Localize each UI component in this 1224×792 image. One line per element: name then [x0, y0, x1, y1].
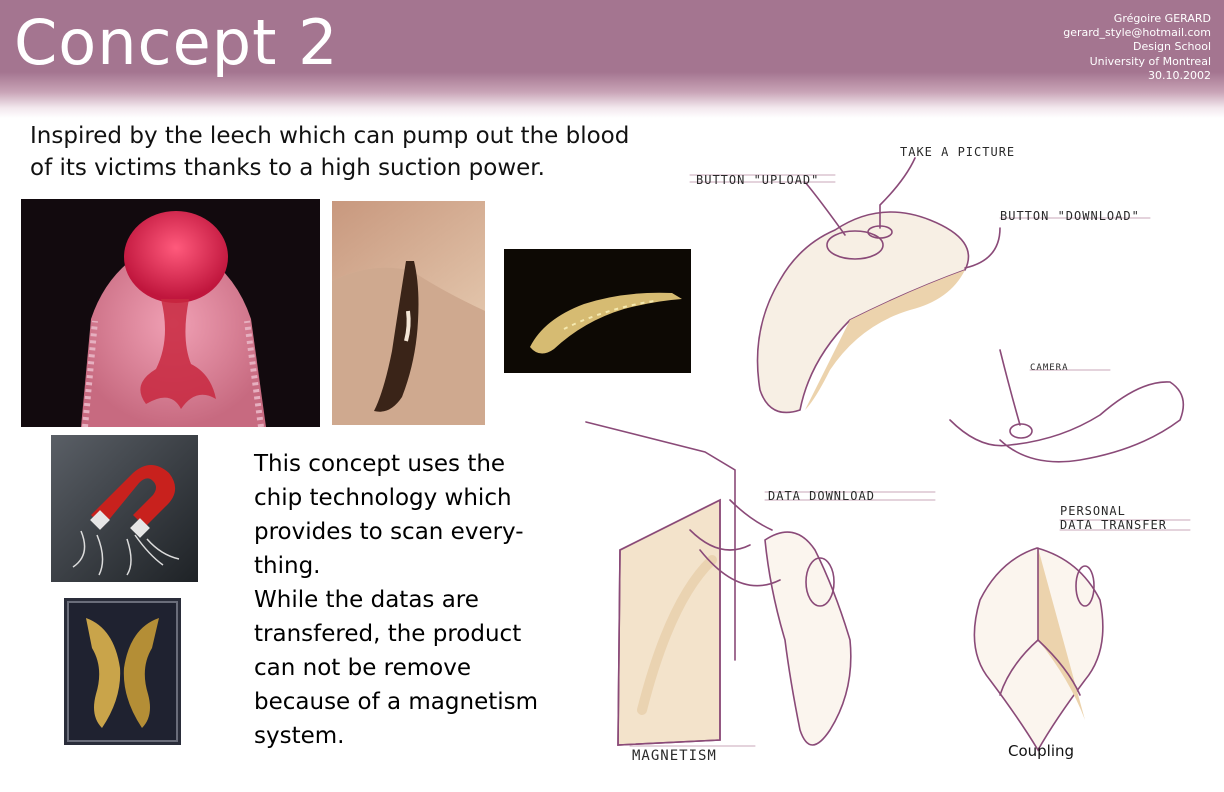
camera-sketch — [950, 382, 1183, 462]
description-line: This concept uses the — [254, 451, 506, 477]
description-line: transfered, the product — [254, 621, 522, 647]
label-take-picture: TAKE A PICTURE — [900, 145, 1016, 159]
author-name: Grégoire GERARD — [1113, 12, 1211, 25]
label-personal: PERSONAL — [1060, 504, 1126, 518]
product-sketches — [580, 120, 1220, 780]
concept-description — [254, 447, 574, 753]
description-line: While the datas are — [254, 587, 479, 613]
coupled-creatures-photo — [64, 598, 181, 745]
intro-line: Inspired by the leech which can pump out the blood — [30, 123, 630, 149]
header-banner — [0, 0, 1224, 118]
label-data-download: DATA DOWNLOAD — [768, 489, 875, 503]
date: 30.10.2002 — [1148, 68, 1211, 82]
school-name: Design School — [1133, 40, 1211, 54]
label-coupling: Coupling — [1008, 742, 1075, 760]
leech-head-photo — [21, 199, 320, 427]
download-device-sketch — [765, 532, 851, 745]
description-line: system. — [254, 723, 345, 749]
description-line: because of a magnetism — [254, 689, 539, 715]
university-name: University of Montreal — [1089, 54, 1211, 68]
author-credits — [1063, 12, 1211, 83]
description-line: provides to scan every- — [254, 519, 524, 545]
page-title: Concept 2 — [14, 6, 339, 79]
magnet-photo — [51, 435, 198, 582]
label-button-upload: BUTTON "UPLOAD" — [696, 173, 820, 187]
leech-on-skin-photo — [332, 201, 485, 425]
description-line: thing. — [254, 553, 321, 579]
description-line: chip technology which — [254, 485, 512, 511]
label-magnetism: MAGNETISM — [632, 748, 717, 764]
label-button-download: BUTTON "DOWNLOAD" — [1000, 209, 1140, 223]
author-email: gerard_style@hotmail.com — [1063, 26, 1211, 40]
main-device-sketch — [758, 212, 969, 413]
intro-line: of its victims thanks to a high suction power. — [30, 155, 545, 181]
label-camera: CAMERA — [1030, 363, 1069, 373]
description-line: can not be remove — [254, 655, 472, 681]
label-data-transfer: DATA TRANSFER — [1060, 518, 1167, 532]
